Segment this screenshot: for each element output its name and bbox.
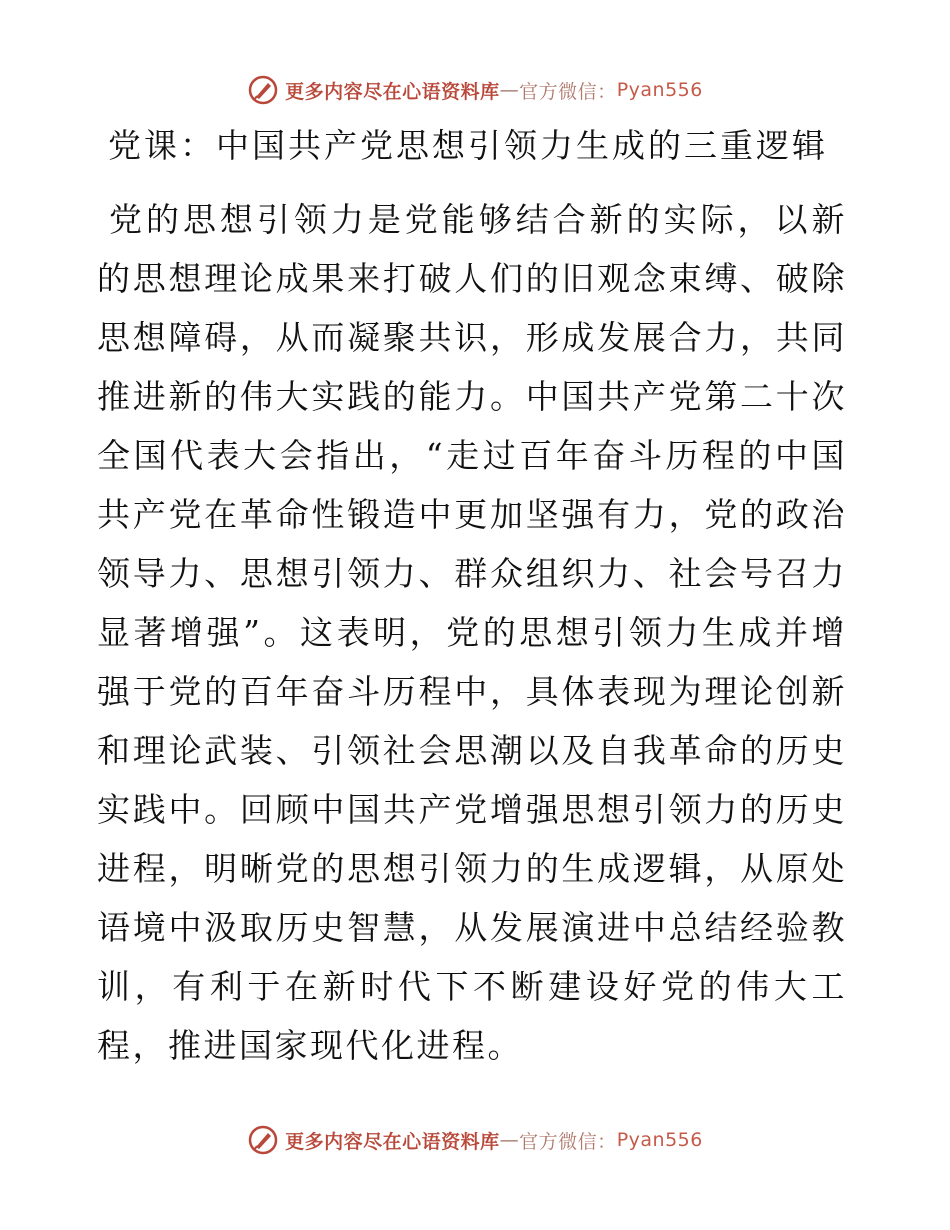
- header-watermark: [0, 70, 950, 110]
- quill-logo-icon: [247, 1124, 279, 1156]
- footer-watermark: [0, 1120, 950, 1160]
- watermark-separator: —: [499, 1129, 520, 1151]
- watermark-brand: 更多内容尽在心语资料库: [285, 80, 500, 103]
- watermark-wechat-id: Pyan556: [616, 1129, 703, 1151]
- watermark-label: 官方微信：: [519, 80, 617, 103]
- watermark-brand: 更多内容尽在心语资料库: [285, 1130, 500, 1153]
- watermark-label: 官方微信：: [519, 1130, 617, 1153]
- watermark-wechat-id: Pyan556: [616, 79, 703, 101]
- quill-logo-icon: [247, 74, 279, 106]
- body-paragraph: 党的思想引领力是党能够结合新的实际，以新的思想理论成果来打破人们的旧观念束缚、破除思想障碍，从而凝聚共识，形成发展合力，共同推进新的伟大实践的能力。中国共产党第二十次全国代表大会指出，“走过百年奋斗历程的中国共产党在革命性锻造中更加坚强有力，党的政治领导力、思想引领力、群众组织力、社会号召力显著增强”。这表明，党的思想引领力生成并增强于党的百年奋斗历程中，具体表现为理论创新和理论武装、引领社会思潮以及自我革命的历史实践中。回顾中国共产党增强思想引领力的历史进程，明晰党的思想引领力的生成逻辑，从原处语境中汲取历史智慧，从发展演进中总结经验教训，有利于在新时代下不断建设好党的伟大工程，推进国家现代化进程。: [97, 200, 847, 1065]
- page-title: 党课：中国共产党思想引领力生成的三重逻辑: [108, 126, 828, 165]
- watermark-separator: —: [499, 79, 520, 101]
